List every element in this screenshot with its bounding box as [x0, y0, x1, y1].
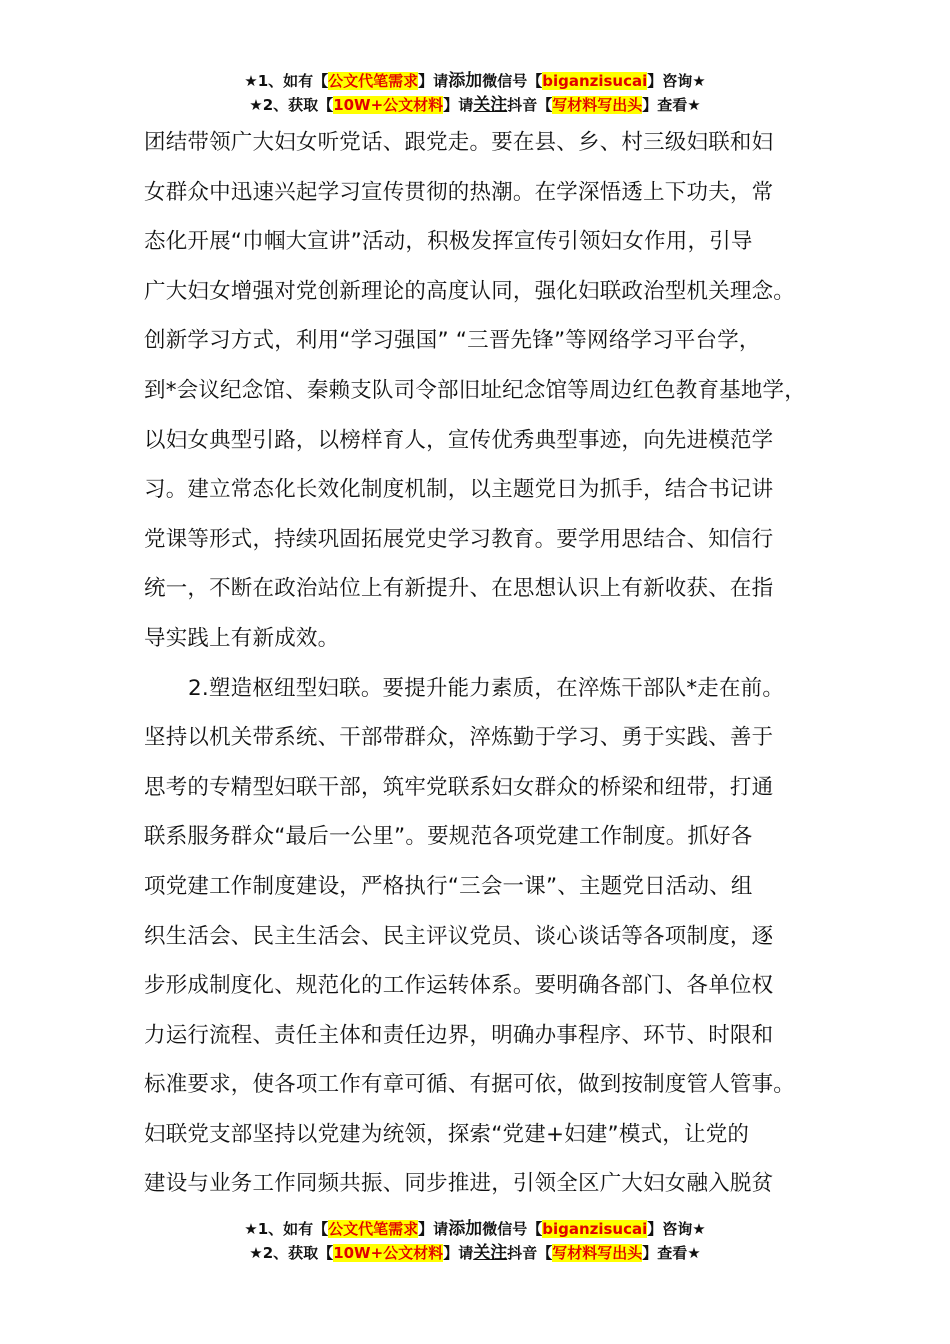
body-line: 女群众中迅速兴起学习宣传贯彻的热潮。在学深悟透上下功夫，常 — [144, 179, 774, 205]
footer-banner — [0, 1217, 950, 1265]
body-line: 力运行流程、责任主体和责任边界，明确办事程序、环节、时限和 — [144, 1022, 774, 1048]
section-heading-line: 2.塑造枢纽型妇联。要提升能力素质，在淬炼干部队*走在前。 — [188, 675, 785, 701]
header-banner — [0, 69, 950, 117]
body-line: 联系服务群众“最后一公里”。要规范各项党建工作制度。抓好各 — [144, 824, 753, 850]
emphasis-follow: 关注 — [473, 95, 508, 115]
highlight-materials: 10W+公文材料 — [333, 96, 444, 114]
highlight-wechat-id: biganzisucai — [542, 1220, 648, 1238]
emphasis-follow: 关注 — [473, 1243, 508, 1263]
body-line: 步形成制度化、规范化的工作运转体系。要明确各部门、各单位权 — [144, 973, 774, 999]
highlight-service: 公文代笔需求 — [328, 72, 419, 90]
body-line: 以妇女典型引路，以榜样育人，宣传优秀典型事迹，向先进模范学 — [144, 427, 774, 453]
banner-line-1: ★1、如有【公文代笔需求】请添加微信号【biganzisucai】咨询★ — [244, 1219, 706, 1239]
body-line: 到*会议纪念馆、秦赖支队司令部旧址纪念馆等周边红色教育基地学， — [144, 377, 806, 403]
highlight-douyin-account: 写材料写出头 — [552, 1244, 643, 1262]
highlight-service: 公文代笔需求 — [328, 1220, 419, 1238]
body-line: 习。建立常态化长效化制度机制，以主题党日为抓手，结合书记讲 — [144, 477, 774, 503]
highlight-douyin-account: 写材料写出头 — [552, 96, 643, 114]
emphasis-add: 添加 — [448, 71, 483, 91]
banner-line-2: ★2、获取【10W+公文材料】请关注抖音【写材料写出头】查看★ — [249, 1243, 701, 1263]
body-line: 妇联党支部坚持以党建为统领，探索“党建+妇建”模式，让党的 — [144, 1121, 750, 1147]
highlight-materials: 10W+公文材料 — [333, 1244, 444, 1262]
body-line: 导实践上有新成效。 — [144, 625, 340, 651]
body-line: 标准要求，使各项工作有章可循、有据可依，做到按制度管人管事。 — [144, 1072, 796, 1098]
body-line: 项党建工作制度建设，严格执行“三会一课”、主题党日活动、组 — [144, 873, 753, 899]
banner-line-2: ★2、获取【10W+公文材料】请关注抖音【写材料写出头】查看★ — [249, 95, 701, 115]
banner-line-1: ★1、如有【公文代笔需求】请添加微信号【biganzisucai】咨询★ — [244, 71, 706, 91]
body-line: 创新学习方式，利用“学习强国” “三晋先锋”等网络学习平台学， — [144, 328, 761, 354]
body-line: 团结带领广大妇女听党话、跟党走。要在县、乡、村三级妇联和妇 — [144, 130, 774, 155]
emphasis-add: 添加 — [448, 1219, 483, 1239]
body-line: 广大妇女增强对党创新理论的高度认同，强化妇联政治型机关理念。 — [144, 278, 796, 304]
body-line: 党课等形式，持续巩固拓展党史学习教育。要学用思结合、知信行 — [144, 526, 774, 552]
body-line: 建设与业务工作同频共振、同步推进，引领全区广大妇女融入脱贫 — [144, 1171, 774, 1197]
document-body — [144, 118, 834, 1209]
body-line: 态化开展“巾帼大宣讲”活动，积极发挥宣传引领妇女作用，引导 — [144, 229, 753, 255]
body-line: 坚持以机关带系统、干部带群众，淬炼勤于学习、勇于实践、善于 — [144, 725, 774, 751]
body-line: 思考的专精型妇联干部，筑牢党联系妇女群众的桥梁和纽带，打通 — [144, 774, 774, 800]
highlight-wechat-id: biganzisucai — [542, 72, 648, 90]
body-line: 统一，不断在政治站位上有新提升、在思想认识上有新收获、在指 — [144, 576, 774, 602]
body-line: 织生活会、民主生活会、民主评议党员、谈心谈话等各项制度，逐 — [144, 923, 774, 949]
